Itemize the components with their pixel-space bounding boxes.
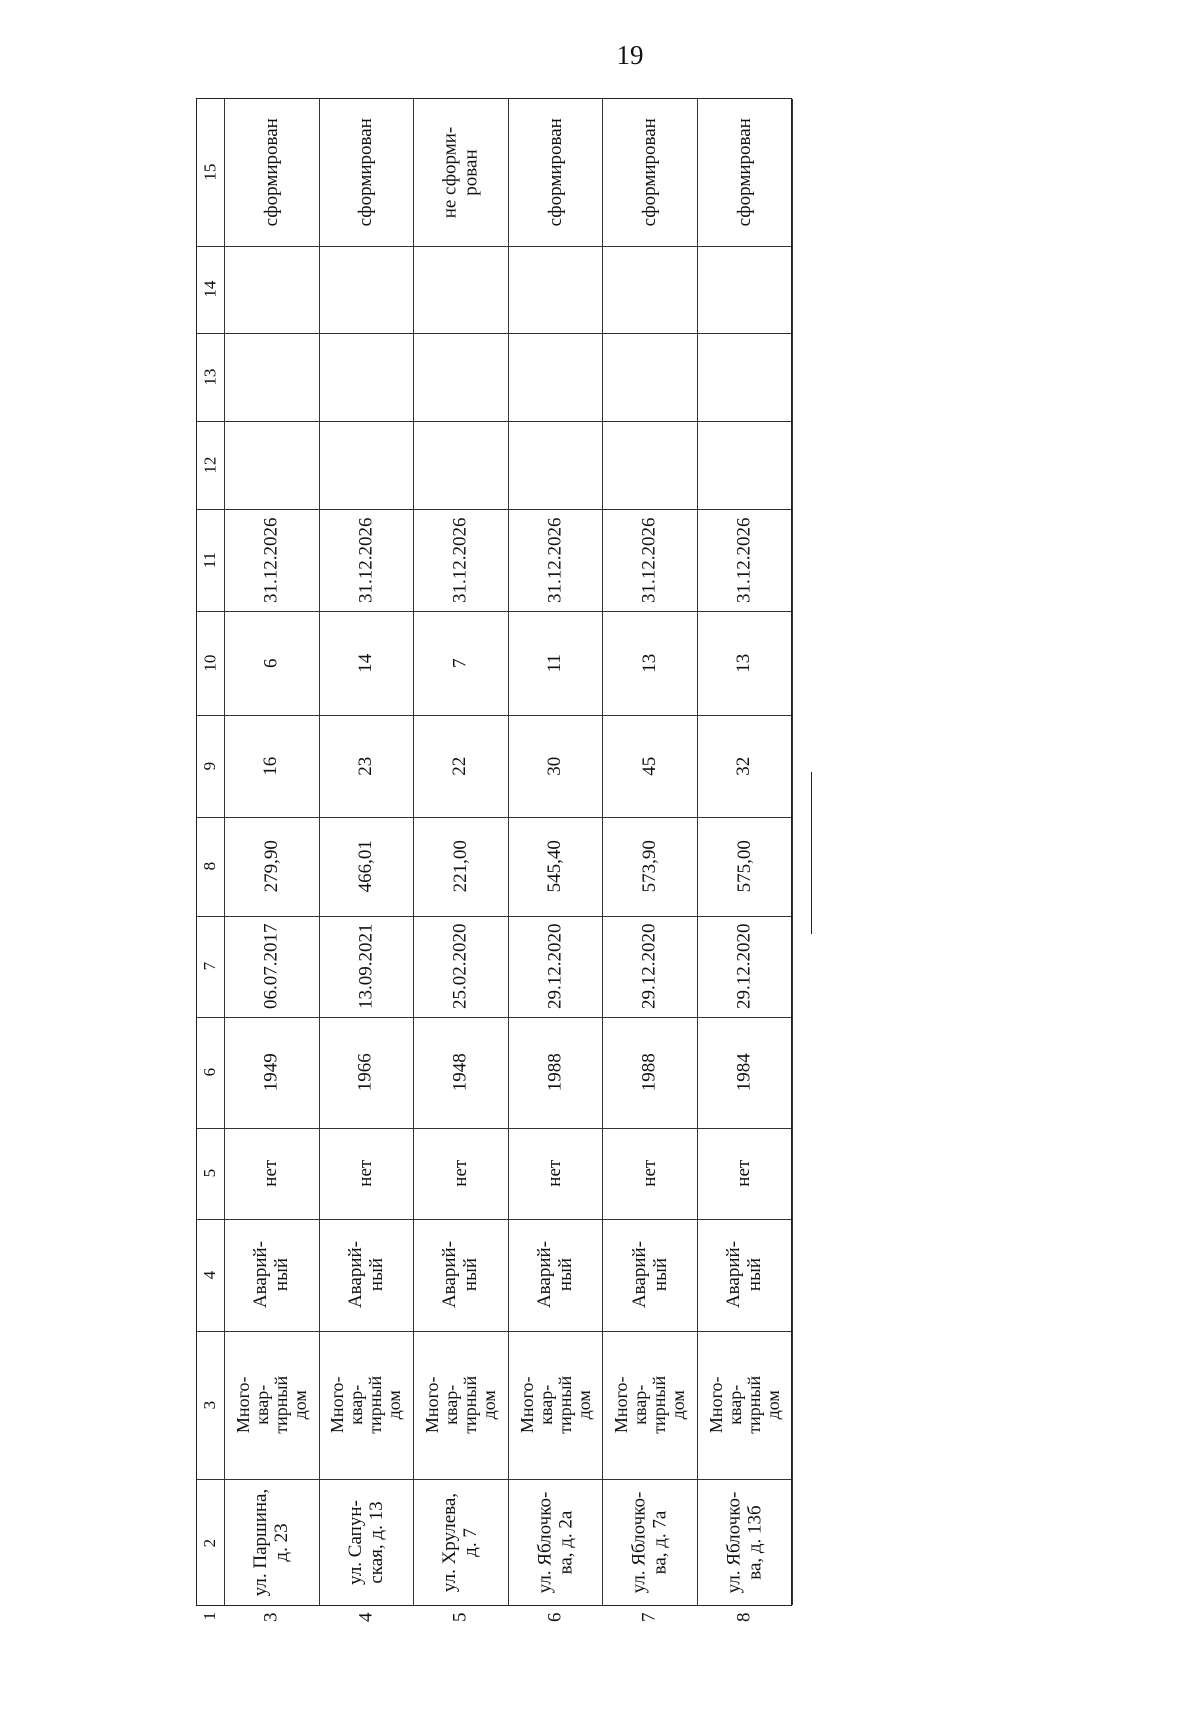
table-cell bbox=[320, 1331, 414, 1479]
table-row bbox=[414, 99, 509, 1623]
table-cell bbox=[225, 916, 319, 1017]
column-header-cell bbox=[197, 421, 224, 509]
column-header-cell bbox=[197, 99, 224, 246]
table-cell bbox=[414, 1219, 508, 1331]
table-cell bbox=[225, 1219, 319, 1331]
cell-text-col-4: Аварий- ный bbox=[344, 1241, 387, 1309]
page-number: 19 bbox=[616, 40, 644, 70]
cell-text-col-11: 31.12.2026 bbox=[733, 517, 755, 603]
cell-text-col-7: 06.07.2017 bbox=[260, 923, 282, 1010]
cell-text-col-11: 31.12.2026 bbox=[638, 517, 660, 603]
column-number: 11 bbox=[200, 551, 220, 569]
table-row bbox=[320, 99, 415, 1623]
cell-text-col-11: 31.12.2026 bbox=[260, 517, 282, 603]
cell-text-col-3: Много- квар- тирный дом bbox=[611, 1376, 689, 1434]
column-number: 15 bbox=[200, 163, 220, 181]
cell-text-col-5: нет bbox=[733, 1160, 755, 1187]
table-cell bbox=[698, 333, 792, 421]
table-row bbox=[603, 99, 698, 1623]
table-cell bbox=[603, 715, 697, 817]
table-cell bbox=[603, 1331, 697, 1479]
cell-text-col-10: 11 bbox=[544, 653, 566, 673]
table-cell bbox=[603, 1219, 697, 1331]
cell-text-col-2: ул. Яблочко- ва, д. 13б bbox=[723, 1492, 765, 1594]
cell-text-col-2: ул. Яблочко- ва, д. 7а bbox=[628, 1492, 671, 1594]
cell-text-col-5: нет bbox=[638, 1160, 660, 1187]
cell-divider bbox=[197, 611, 791, 612]
table-cell bbox=[225, 421, 319, 509]
table-cell bbox=[509, 421, 603, 509]
table-cell bbox=[320, 1219, 414, 1331]
table-cell bbox=[225, 509, 319, 611]
table-cell bbox=[225, 611, 319, 715]
cell-text-col-4: Аварий- ный bbox=[628, 1241, 671, 1309]
table-cell bbox=[414, 333, 508, 421]
cell-text-col-15: сформирован bbox=[544, 118, 566, 227]
table-cell bbox=[320, 611, 414, 715]
table-cell bbox=[414, 509, 508, 611]
cell-text-col-10: 6 bbox=[260, 658, 282, 668]
cell-text-col-7: 25.02.2020 bbox=[449, 923, 471, 1010]
table-row bbox=[698, 99, 793, 1623]
table-cell bbox=[698, 817, 792, 916]
column-number: 10 bbox=[200, 654, 220, 672]
cell-text-col-10: 14 bbox=[355, 653, 377, 673]
cell-divider bbox=[197, 916, 791, 917]
table-cell bbox=[414, 1607, 508, 1628]
table-cell bbox=[320, 1479, 414, 1607]
cell-text-col-9: 22 bbox=[449, 756, 471, 776]
column-number: 9 bbox=[200, 761, 220, 771]
table-cell bbox=[509, 916, 603, 1017]
table-cell bbox=[320, 1607, 414, 1628]
cell-divider bbox=[197, 1128, 791, 1129]
table-cell bbox=[603, 1017, 697, 1128]
cell-text-col-4: Аварий- ный bbox=[723, 1241, 765, 1309]
table-cell bbox=[603, 1607, 697, 1628]
table-cell bbox=[225, 1331, 319, 1479]
table-cell bbox=[603, 916, 697, 1017]
cell-text-col-15: сформирован bbox=[733, 118, 755, 227]
cell-text-col-6: 1948 bbox=[449, 1053, 471, 1092]
end-of-table-rule bbox=[811, 772, 812, 934]
cell-text-col-9: 32 bbox=[733, 756, 755, 776]
column-header-cell bbox=[197, 1219, 224, 1331]
column-header-cell bbox=[197, 246, 224, 333]
table-row bbox=[225, 99, 320, 1623]
table-cell bbox=[414, 99, 508, 246]
column-number: 2 bbox=[200, 1538, 220, 1548]
cell-text-col-2: ул. Сапун- ская, д. 13 bbox=[344, 1500, 387, 1586]
table-cell bbox=[603, 509, 697, 611]
table-cell bbox=[509, 1607, 603, 1628]
cell-divider bbox=[197, 333, 791, 334]
table-cell bbox=[698, 715, 792, 817]
cell-text-col-2: ул. Паршина, д. 23 bbox=[250, 1489, 292, 1597]
table-cell bbox=[603, 611, 697, 715]
table-cell bbox=[414, 421, 508, 509]
cell-text-col-15: сформирован bbox=[260, 118, 282, 227]
cell-text-col-6: 1988 bbox=[544, 1053, 566, 1092]
column-number: 6 bbox=[200, 1068, 220, 1077]
column-number: 1 bbox=[200, 1611, 220, 1621]
table-cell bbox=[603, 333, 697, 421]
cell-text-col-11: 31.12.2026 bbox=[355, 517, 377, 603]
table-cell bbox=[414, 1128, 508, 1219]
table-cell bbox=[320, 509, 414, 611]
cell-text-col-5: нет bbox=[449, 1160, 471, 1187]
column-number: 7 bbox=[200, 962, 220, 971]
table-cell bbox=[698, 246, 792, 333]
table-cell bbox=[320, 1017, 414, 1128]
table-row bbox=[509, 99, 604, 1623]
cell-divider bbox=[197, 1017, 791, 1018]
table-cell bbox=[698, 421, 792, 509]
table-cell bbox=[320, 916, 414, 1017]
table-cell bbox=[509, 333, 603, 421]
table-cell bbox=[603, 99, 697, 246]
cell-text-col-2: ул. Хрулева, д. 7 bbox=[439, 1493, 481, 1593]
cell-text-col-10: 13 bbox=[638, 653, 660, 673]
column-number: 4 bbox=[200, 1270, 220, 1280]
cell-text-col-9: 16 bbox=[260, 756, 282, 776]
table-cell bbox=[414, 1017, 508, 1128]
header-row bbox=[197, 99, 225, 1621]
cell-text-col-9: 30 bbox=[544, 756, 566, 776]
table-cell bbox=[225, 715, 319, 817]
column-number: 13 bbox=[200, 368, 220, 386]
column-header-cell bbox=[197, 1017, 224, 1128]
cell-text-col-7: 29.12.2020 bbox=[544, 923, 566, 1010]
column-header-cell bbox=[197, 1331, 224, 1479]
table-cell bbox=[509, 1479, 603, 1607]
cell-text-col-1: 4 bbox=[355, 1612, 377, 1623]
cell-divider bbox=[197, 246, 791, 247]
cell-text-col-8: 545,40 bbox=[544, 840, 566, 893]
table-cell bbox=[320, 1128, 414, 1219]
cell-text-col-7: 29.12.2020 bbox=[638, 923, 660, 1010]
cell-divider bbox=[197, 1219, 791, 1220]
column-header-cell bbox=[197, 817, 224, 916]
table-cell bbox=[509, 817, 603, 916]
column-header-cell bbox=[197, 1607, 224, 1625]
table-cell bbox=[509, 509, 603, 611]
cell-text-col-8: 575,00 bbox=[733, 840, 755, 893]
cell-text-col-3: Много- квар- тирный дом bbox=[233, 1376, 310, 1434]
cell-text-col-11: 31.12.2026 bbox=[544, 517, 566, 603]
table-cell bbox=[698, 1017, 792, 1128]
cell-text-col-6: 1988 bbox=[638, 1053, 660, 1092]
table-cell bbox=[603, 1479, 697, 1607]
table-cell bbox=[320, 421, 414, 509]
cell-divider bbox=[197, 509, 791, 510]
table-cell bbox=[225, 817, 319, 916]
table-cell bbox=[509, 1128, 603, 1219]
column-header-cell bbox=[197, 1128, 224, 1219]
table-cell bbox=[414, 611, 508, 715]
table-cell bbox=[414, 1479, 508, 1607]
cell-divider bbox=[197, 715, 791, 716]
table-cell bbox=[225, 99, 319, 246]
table-cell bbox=[320, 817, 414, 916]
cell-text-col-10: 13 bbox=[733, 653, 755, 673]
table-cell bbox=[509, 1219, 603, 1331]
table-cell bbox=[509, 1331, 603, 1479]
table-cell bbox=[414, 715, 508, 817]
table-cell bbox=[698, 1128, 792, 1219]
table-cell bbox=[603, 817, 697, 916]
table-cell bbox=[698, 1479, 792, 1607]
column-header-cell bbox=[197, 611, 224, 715]
cell-text-col-6: 1949 bbox=[260, 1053, 282, 1092]
cell-text-col-15: сформирован bbox=[638, 118, 660, 227]
table-cell bbox=[698, 509, 792, 611]
column-number: 12 bbox=[200, 456, 220, 474]
cell-text-col-6: 1966 bbox=[355, 1053, 377, 1092]
cell-text-col-10: 7 bbox=[449, 658, 471, 668]
table-cell bbox=[698, 1219, 792, 1331]
table-cell bbox=[698, 1331, 792, 1479]
column-header-cell bbox=[197, 715, 224, 817]
table-cell bbox=[414, 1331, 508, 1479]
table-cell bbox=[414, 817, 508, 916]
cell-text-col-3: Много- квар- тирный дом bbox=[327, 1376, 405, 1434]
table-cell bbox=[320, 246, 414, 333]
table-cell bbox=[320, 99, 414, 246]
cell-text-col-1: 6 bbox=[544, 1612, 566, 1623]
cell-text-col-5: нет bbox=[544, 1160, 566, 1187]
table-cell bbox=[225, 1128, 319, 1219]
table-cell bbox=[603, 246, 697, 333]
table-cell bbox=[225, 1017, 319, 1128]
column-number: 14 bbox=[200, 280, 220, 298]
table-cell bbox=[698, 1607, 792, 1628]
column-header-cell bbox=[197, 333, 224, 421]
cell-text-col-1: 3 bbox=[260, 1612, 282, 1623]
cell-text-col-4: Аварий- ный bbox=[439, 1241, 481, 1309]
column-header-cell bbox=[197, 916, 224, 1017]
table-cell bbox=[225, 333, 319, 421]
cell-divider bbox=[197, 1479, 791, 1480]
cell-text-col-9: 23 bbox=[355, 756, 377, 776]
table-cell bbox=[509, 1017, 603, 1128]
table-cell bbox=[509, 715, 603, 817]
cell-text-col-8: 221,00 bbox=[449, 840, 471, 893]
table-cell bbox=[603, 421, 697, 509]
table-cell bbox=[698, 916, 792, 1017]
table-cell bbox=[603, 1128, 697, 1219]
cell-text-col-11: 31.12.2026 bbox=[449, 517, 471, 603]
table-cell bbox=[698, 611, 792, 715]
cell-divider bbox=[197, 1331, 791, 1332]
cell-text-col-7: 13.09.2021 bbox=[355, 923, 377, 1010]
cell-text-col-3: Много- квар- тирный дом bbox=[706, 1376, 783, 1434]
cell-text-col-3: Много- квар- тирный дом bbox=[422, 1376, 499, 1434]
cell-text-col-8: 279,90 bbox=[260, 840, 282, 893]
cell-text-col-7: 29.12.2020 bbox=[733, 923, 755, 1010]
data-table bbox=[196, 98, 792, 1623]
table-cell bbox=[225, 246, 319, 333]
cell-text-col-6: 1984 bbox=[733, 1053, 755, 1092]
cell-text-col-4: Аварий- ный bbox=[534, 1241, 576, 1309]
column-number: 3 bbox=[200, 1400, 220, 1410]
table-cell bbox=[509, 99, 603, 246]
table-cell bbox=[414, 916, 508, 1017]
table-cell bbox=[509, 611, 603, 715]
column-header-cell bbox=[197, 509, 224, 611]
cell-text-col-8: 573,90 bbox=[638, 840, 660, 893]
table-cell bbox=[225, 1479, 319, 1607]
cell-text-col-3: Много- квар- тирный дом bbox=[516, 1376, 594, 1434]
cell-text-col-1: 5 bbox=[449, 1612, 471, 1623]
cell-text-col-9: 45 bbox=[638, 756, 660, 776]
table-cell bbox=[225, 1607, 319, 1628]
column-number: 8 bbox=[200, 862, 220, 871]
cell-text-col-8: 466,01 bbox=[355, 840, 377, 893]
cell-divider bbox=[197, 421, 791, 422]
table-cell bbox=[698, 99, 792, 246]
table-cell bbox=[509, 246, 603, 333]
column-header-cell bbox=[197, 1479, 224, 1607]
table-cell bbox=[414, 246, 508, 333]
cell-text-col-15: не сформи- рован bbox=[439, 126, 481, 219]
cell-text-col-15: сформирован bbox=[355, 118, 377, 227]
cell-text-col-4: Аварий- ный bbox=[250, 1241, 292, 1309]
cell-divider bbox=[197, 817, 791, 818]
cell-text-col-5: нет bbox=[355, 1160, 377, 1187]
column-number: 5 bbox=[200, 1169, 220, 1178]
cell-text-col-2: ул. Яблочко- ва, д. 2а bbox=[534, 1492, 576, 1594]
cell-text-col-5: нет bbox=[260, 1160, 282, 1187]
cell-text-col-1: 7 bbox=[638, 1612, 660, 1623]
cell-text-col-1: 8 bbox=[733, 1612, 755, 1623]
table-cell bbox=[320, 715, 414, 817]
table-cell bbox=[320, 333, 414, 421]
